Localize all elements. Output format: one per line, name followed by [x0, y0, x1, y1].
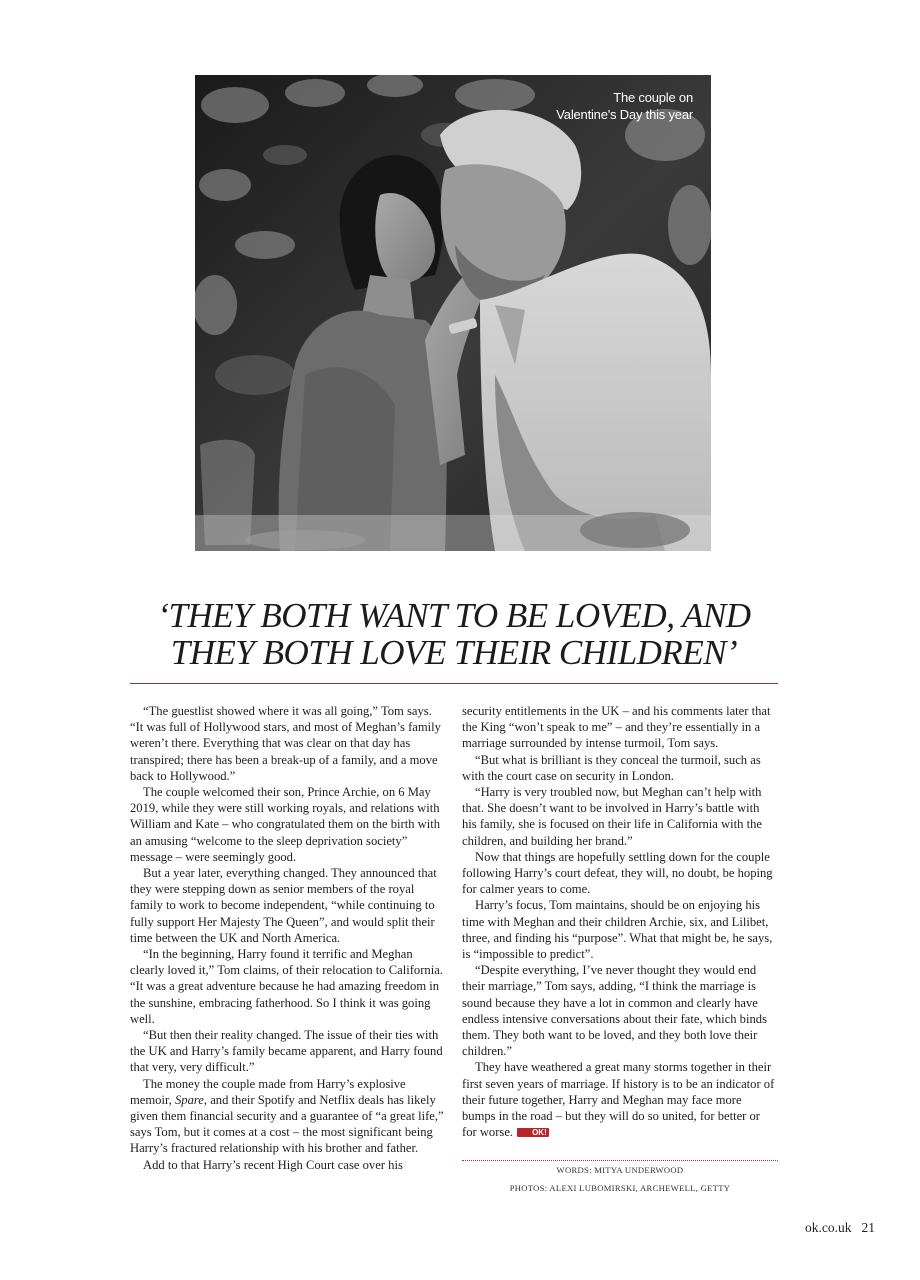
paragraph: security entitlements in the UK – and his comments later that the King “won’t speak to me” – and they’re essentially in a marriage surrounded by intense turmoil, Tom says.	[462, 704, 771, 751]
text-run: , and their Spotify and Netflix deals has likely given them financial security and a guarantee of “a great life,” says Tom, but it comes at a cost – the most significant being Harry’s fractured relationship with his brother and father.	[130, 1092, 444, 1156]
paragraph: “The guestlist showed where it was all going,” Tom says. “It was full of Hollywood stars, and most of Meghan’s family weren’t there. Everything that was clear on that day has transpired; there has been a break-up of a family, and a move back to Hollywood.”	[130, 704, 441, 783]
paragraph: “But then their reality changed. The issue of their ties with the UK and Harry’s family became apparent, and Harry found that very, very difficult.”	[130, 1028, 443, 1075]
paragraph: “In the beginning, Harry found it terrific and Meghan clearly loved it,” Tom claims, of their relocation to California. “It was a great adventure because he had amazing freedom in the sunshine, embracing fatherhood. So I think it was going well.	[130, 947, 443, 1026]
pull-quote-divider	[130, 683, 778, 684]
article-column-left	[130, 703, 444, 1173]
feature-photo	[195, 75, 711, 551]
credits-divider	[462, 1160, 778, 1161]
pull-quote-line-2: THEY BOTH LOVE THEIR CHILDREN’	[170, 633, 738, 672]
paragraph: “Despite everything, I’ve never thought they would end their marriage,” Tom says, adding, “I think the marriage is sound because they have a lot in common and clearly have endless intensive conversations about their fate, which binds them. They both want to be loved, and they both love their children.”	[462, 963, 767, 1059]
paragraph: Now that things are hopefully settling down for the couple following Harry’s court defeat, they will, no doubt, be hoping for calmer years to come.	[462, 849, 773, 897]
paragraph-spare	[130, 1076, 444, 1157]
credit-words: WORDS: MITYA UNDERWOOD	[556, 1165, 684, 1175]
credit-photos: PHOTOS: ALEXI LUBOMIRSKI, ARCHEWELL, GETTY	[509, 1183, 731, 1193]
text-run: The money the couple made from Harry’s explosive memoir,	[130, 1076, 406, 1107]
paragraph: “But what is brilliant is they conceal the turmoil, such as with the court case on security in London.	[462, 752, 761, 783]
paragraph: “Harry is very troubled now, but Meghan can’t help with that. She doesn’t want to be involved in Harry’s battle with his family, she is focused on their life in California with the children, and building her brand.”	[462, 785, 762, 848]
paragraph: Add to that Harry’s recent High Court case over his	[143, 1157, 403, 1172]
book-title: Spare	[174, 1092, 204, 1107]
site-name: ok.co.uk	[805, 1220, 852, 1235]
article-column-right	[462, 703, 776, 1140]
page-footer	[805, 1220, 875, 1236]
text-run: They have weathered a great many storms together in their first seven years of marriage. If history is to be an indicator of their future together, Harry and Meghan may face more bumps in the road – but they will do so united, for better or for worse.	[462, 1060, 775, 1140]
pull-quote-line-1: ‘THEY BOTH WANT TO BE LOVED, AND	[157, 596, 751, 635]
pull-quote	[130, 597, 778, 671]
photo-caption: The couple on Valentine's Day this year	[556, 90, 693, 122]
couple-kissing-photo	[195, 75, 711, 551]
paragraph-final	[462, 1059, 776, 1140]
page-number: 21	[861, 1220, 875, 1235]
paragraph: Harry’s focus, Tom maintains, should be on enjoying his time with Meghan and their children Archie, six, and Lilibet, three, and finding his “purpose”. What that might be, he says, is “impossible to predict”.	[462, 898, 773, 962]
paragraph: But a year later, everything changed. They announced that they were stepping down as senior members of the royal family to work to become independent, “while continuing to fully support Her Majesty The Queen”, and would split their time between the UK and North America.	[130, 866, 437, 945]
ok-end-mark-icon: OK!	[517, 1128, 549, 1137]
paragraph: The couple welcomed their son, Prince Archie, on 6 May 2019, while they were still working royals, and relations with William and Kate – who congratulated them on the birth with an amusing “welcome to the sleep deprivation society” message – were seemingly good.	[130, 785, 441, 864]
